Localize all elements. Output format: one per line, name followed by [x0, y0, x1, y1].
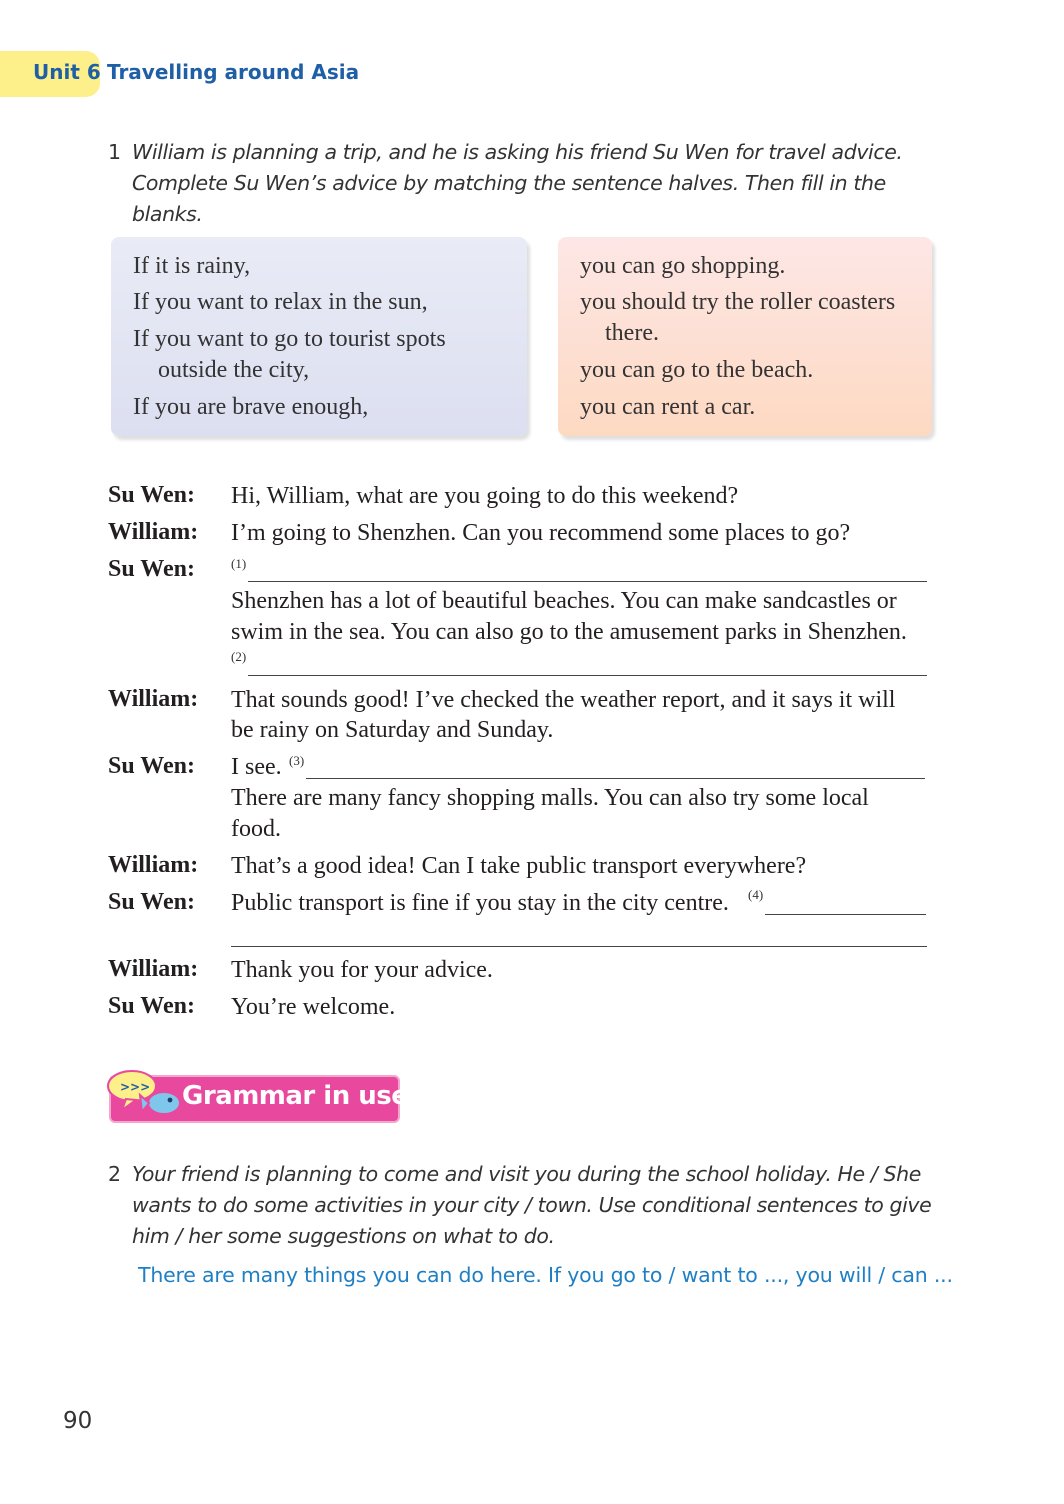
speaker-label: Su Wen:: [108, 993, 195, 1019]
blank-3[interactable]: [306, 778, 925, 779]
left-half-3: [133, 324, 446, 386]
exercise-1-instruction: [108, 137, 958, 230]
dialogue-line: be rainy on Saturday and Sunday.: [231, 717, 554, 743]
exercise-2-instruction: [108, 1159, 958, 1252]
right-half-2-text: you should try the roller coasters: [580, 289, 896, 315]
blank-2[interactable]: [248, 675, 927, 676]
blank-1[interactable]: [248, 581, 927, 582]
exercise-1-text: William is planning a trip, and he is asking his friend Su Wen for travel advice. Complete Su Wen’s advice by matching the sentence halves. Then fill in the blanks.: [132, 140, 903, 226]
right-half-2-cont: there.: [605, 320, 659, 346]
left-half-3-text: If you want to go to tourist spots: [133, 326, 446, 352]
dialogue-line: food.: [231, 816, 281, 842]
left-halves-box: [111, 237, 527, 436]
dialogue-line: Shenzhen has a lot of beautiful beaches. You can make sandcastles or: [231, 588, 897, 614]
right-half-3: you can go to the beach.: [580, 357, 814, 383]
left-half-4: If you are brave enough,: [133, 394, 369, 420]
dialogue-line: That’s a good idea! Can I take public transport everywhere?: [231, 853, 807, 879]
dialogue-line: Thank you for your advice.: [231, 957, 493, 983]
dialogue-line: Hi, William, what are you going to do this weekend?: [231, 483, 739, 509]
blank-3-marker: (3): [289, 753, 305, 768]
unit-title: Travelling around Asia: [107, 60, 360, 84]
unit-label: Unit 6: [33, 60, 101, 84]
grammar-in-use-label: Grammar in use: [182, 1081, 409, 1111]
blank-4[interactable]: [765, 914, 926, 915]
speaker-label: William:: [108, 852, 199, 878]
blank-4-marker: (4): [748, 887, 764, 902]
speaker-label: Su Wen:: [108, 556, 195, 582]
right-half-4: you can rent a car.: [580, 394, 756, 420]
left-half-1: If it is rainy,: [133, 253, 251, 279]
left-half-2: If you want to relax in the sun,: [133, 289, 428, 315]
blank-1-marker: (1): [231, 556, 247, 571]
exercise-2-number: 2: [108, 1162, 121, 1186]
speech-bubble-fish-icon: [104, 1066, 184, 1128]
dialogue-line: Public transport is fine if you stay in the city centre.: [231, 890, 729, 916]
dialogue-line: You’re welcome.: [231, 994, 396, 1020]
dialogue-line: I see.: [231, 754, 282, 780]
blank-4-continued[interactable]: [231, 946, 927, 947]
exercise-1-number: 1: [108, 140, 121, 164]
right-halves-box: [558, 237, 932, 436]
speaker-label: William:: [108, 956, 199, 982]
dialogue-line: That sounds good! I’ve checked the weather report, and it says it will: [231, 687, 896, 713]
speaker-label: William:: [108, 519, 199, 545]
exercise-2-text: Your friend is planning to come and visit you during the school holiday. He / She wants to do some activities in your city / town. Use conditional sentences to give him / her some suggestions on what to do.: [132, 1162, 932, 1248]
svg-text:>>>: >>>: [120, 1080, 151, 1094]
exercise-2-hint: There are many things you can do here. If you go to / want to ..., you will / can ...: [138, 1263, 953, 1287]
speaker-label: Su Wen:: [108, 889, 195, 915]
left-half-3-cont: outside the city,: [158, 357, 310, 383]
speaker-label: Su Wen:: [108, 482, 195, 508]
page-number: 90: [63, 1408, 93, 1434]
speaker-label: William:: [108, 686, 199, 712]
blank-2-marker: (2): [231, 649, 247, 664]
dialogue-line: There are many fancy shopping malls. You can also try some local: [231, 785, 869, 811]
dialogue-line: swim in the sea. You can also go to the amusement parks in Shenzhen.: [231, 619, 907, 645]
dialogue-line: I’m going to Shenzhen. Can you recommend some places to go?: [231, 520, 851, 546]
right-half-1: you can go shopping.: [580, 253, 786, 279]
right-half-2: [580, 287, 895, 349]
speaker-label: Su Wen:: [108, 753, 195, 779]
